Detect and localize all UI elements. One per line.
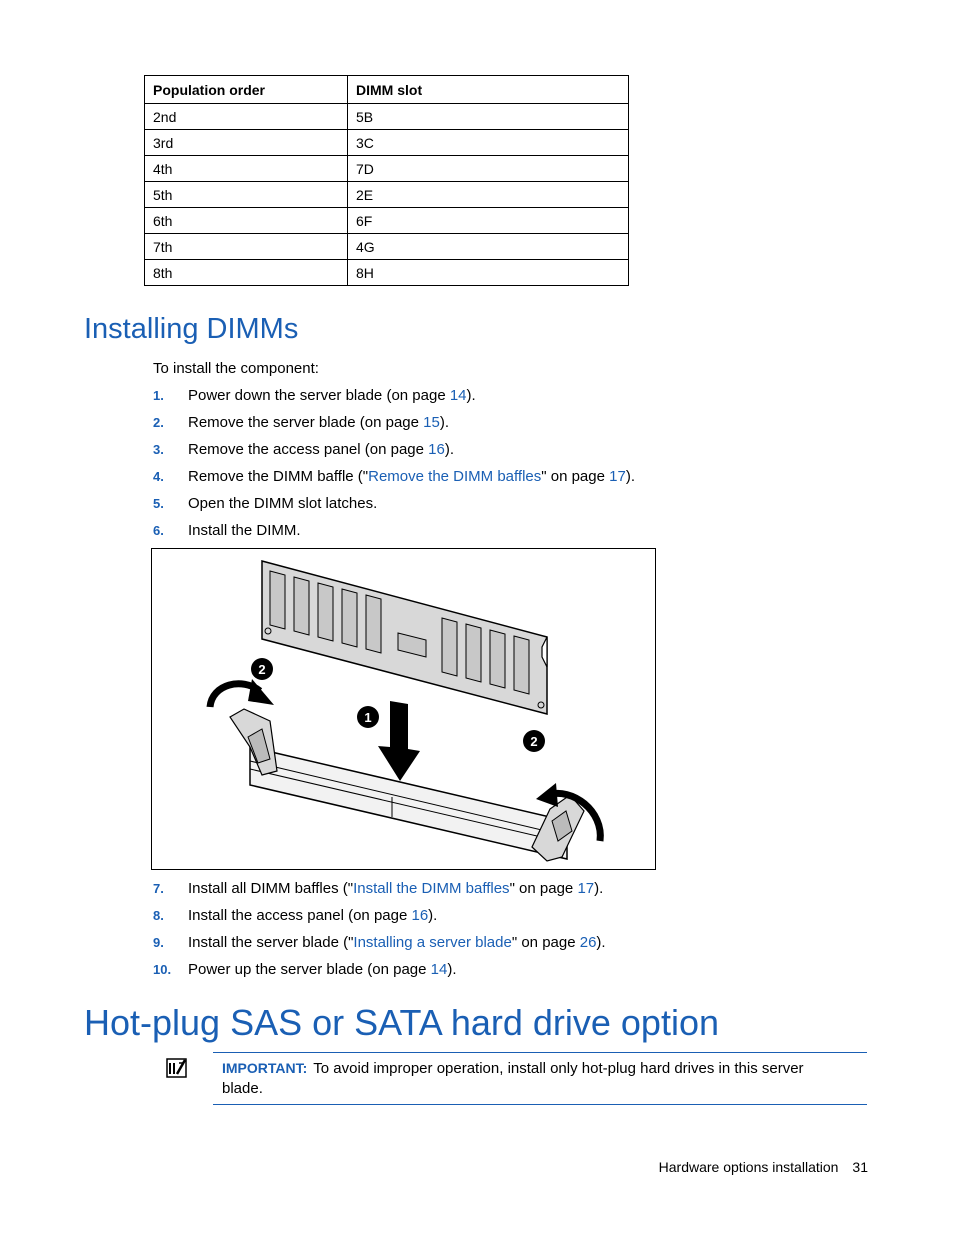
step-number: 1. [153,388,164,403]
step-text-fragment: Install the server blade (" [188,934,354,951]
cell-dimm-slot: 2E [348,182,629,208]
step-text-fragment: ). [596,934,606,951]
cell-dimm-slot: 4G [348,234,629,260]
callout-1 [357,706,379,728]
page-number: 31 [852,1159,868,1175]
footer-section-name: Hardware options installation [658,1159,839,1175]
step-number: 5. [153,496,164,511]
cell-population-order: 8th [145,260,348,286]
callout-number: 2 [530,734,538,749]
step-text [188,907,437,924]
step-text [188,880,603,897]
cell-population-order: 3rd [145,130,348,156]
cell-population-order: 7th [145,234,348,260]
cell-population-order: 6th [145,208,348,234]
section-title-hot-plug-drive: Hot-plug SAS or SATA hard drive option [84,1002,719,1043]
step-text-fragment: Remove the DIMM baffle (" [188,468,369,485]
insert-arrow-icon [378,701,420,781]
step-text-fragment: Open the DIMM slot latches. [188,495,378,512]
table-header-row [145,76,629,104]
cell-dimm-slot: 7D [348,156,629,182]
important-note-icon [166,1057,188,1079]
callout-2-right [523,730,545,752]
step-number: 9. [153,935,164,950]
step-text-fragment: ). [428,907,438,924]
cross-reference-link[interactable]: 17 [577,880,595,897]
cell-dimm-slot: 8H [348,260,629,286]
step-text-fragment: Install the DIMM. [188,522,301,539]
cell-population-order: 4th [145,156,348,182]
step-number: 4. [153,469,164,484]
step-text-fragment: Power up the server blade (on page [188,961,431,978]
important-label: IMPORTANT: [222,1060,308,1076]
cross-reference-link[interactable]: 16 [411,907,429,924]
step-text-fragment: Power down the server blade (on page [188,387,450,404]
dimm-illustration [152,549,655,869]
step-text [188,468,635,485]
table-row [145,234,629,260]
step-text-fragment: ). [625,468,635,485]
step-text [188,441,454,458]
cross-reference-link[interactable]: Installing a server blade [353,934,512,951]
callout-number: 1 [364,710,372,725]
important-message: To avoid improper operation, install only hot-plug hard drives in this server blade. [222,1060,804,1097]
step-text-fragment: Remove the access panel (on page [188,441,429,458]
step-text-fragment: " on page [511,934,580,951]
important-note-text [222,1058,842,1099]
step-text-fragment: ). [594,880,604,897]
dimm-install-figure [151,548,656,870]
step-number: 7. [153,881,164,896]
step-number: 3. [153,442,164,457]
table-row [145,182,629,208]
step-text-fragment: Install all DIMM baffles (" [188,880,354,897]
table-row [145,130,629,156]
step-number: 10. [153,962,172,977]
cross-reference-link[interactable]: Remove the DIMM baffles [368,468,542,485]
cross-reference-link[interactable]: 15 [423,414,440,431]
step-number: 2. [153,415,164,430]
step-text [188,495,377,512]
step-text-fragment: ). [444,441,455,458]
step-text [188,961,457,978]
cell-dimm-slot: 5B [348,104,629,130]
page-footer [659,1159,868,1175]
step-text [188,934,606,951]
cross-reference-link[interactable]: 16 [428,441,445,458]
table-row [145,104,629,130]
cell-dimm-slot: 6F [348,208,629,234]
step-text-fragment: Install the access panel (on page [188,907,412,924]
step-number: 8. [153,908,164,923]
cross-reference-link[interactable]: Install the DIMM baffles [353,880,510,897]
step-number: 6. [153,523,164,538]
cross-reference-link[interactable]: 14 [430,961,448,978]
step-text [188,522,301,539]
step-text [188,414,449,431]
cross-reference-link[interactable]: 17 [609,468,626,485]
step-text-fragment: ). [439,414,449,431]
rotate-arrow-left-icon [210,679,274,707]
intro-text: To install the component: [153,360,319,377]
step-text-fragment: " on page [509,880,578,897]
step-text-fragment: Remove the server blade (on page [188,414,424,431]
table-row [145,156,629,182]
step-text-fragment: " on page [541,468,610,485]
column-header-dimm-slot: DIMM slot [348,76,629,104]
step-text-fragment: ). [447,961,457,978]
callout-2-left [251,658,273,680]
cross-reference-link[interactable]: 26 [579,934,597,951]
step-text-fragment: ). [466,387,476,404]
callout-number: 2 [258,662,266,677]
cross-reference-link[interactable]: 14 [449,387,467,404]
section-title-installing-dimms: Installing DIMMs [84,313,299,345]
dimm-module [262,561,547,714]
population-table [144,75,629,286]
step-text [188,387,476,404]
table-row [145,208,629,234]
cell-population-order: 5th [145,182,348,208]
important-note [213,1052,867,1105]
column-header-population-order: Population order [145,76,348,104]
cell-dimm-slot: 3C [348,130,629,156]
cell-population-order: 2nd [145,104,348,130]
table-row [145,260,629,286]
